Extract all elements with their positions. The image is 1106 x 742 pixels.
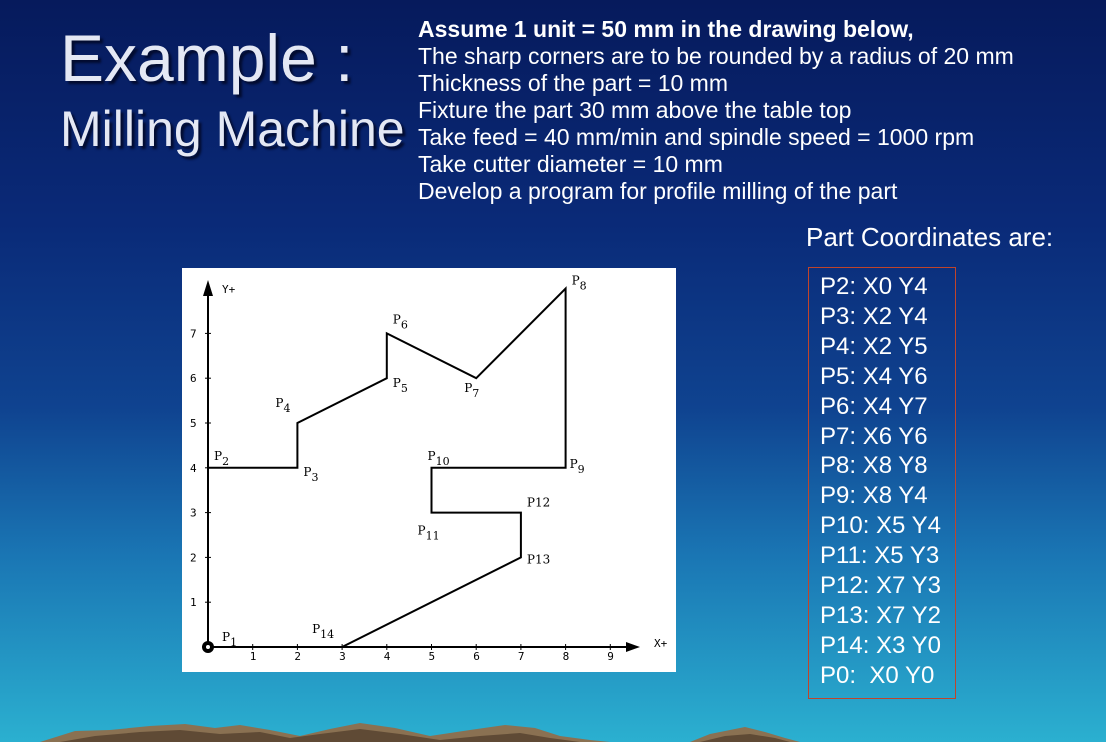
point-label: P9 <box>569 456 585 476</box>
part-drawing <box>182 268 676 672</box>
y-tick-label: 4 <box>190 461 197 475</box>
point-label: P3 <box>303 464 319 484</box>
point-label: P2 <box>214 448 230 468</box>
y-axis-label: Y+ <box>222 283 236 296</box>
description-line: Assume 1 unit = 50 mm in the drawing below, <box>418 16 914 42</box>
y-tick-label: 2 <box>190 551 197 565</box>
coordinate-item: P7: X6 Y6 <box>820 422 928 450</box>
point-labels <box>214 274 587 649</box>
point-label: P8 <box>571 273 587 293</box>
y-tick-label: 6 <box>190 372 197 386</box>
coordinate-item: P5: X4 Y6 <box>820 362 928 390</box>
y-tick-label: 5 <box>190 417 197 430</box>
coordinates-box <box>808 267 956 699</box>
point-label: P13 <box>526 552 551 567</box>
coordinate-item: P0: X0 Y0 <box>820 661 935 689</box>
point-label: P12 <box>526 495 551 510</box>
part-drawing-svg <box>182 268 676 672</box>
x-tick-label: 4 <box>383 650 391 663</box>
point-label: P10 <box>427 448 450 468</box>
coordinate-item: P12: X7 Y3 <box>820 572 941 600</box>
coordinate-item: P13: X7 Y2 <box>820 601 941 629</box>
x-axis-label: X+ <box>654 637 668 650</box>
point-label: P14 <box>312 622 335 641</box>
coordinates-heading: Part Coordinates are: <box>806 222 1054 252</box>
axes <box>190 280 668 663</box>
origin-marker-center <box>206 645 210 649</box>
point-label: P4 <box>275 396 291 415</box>
y-tick-label: 7 <box>190 327 197 341</box>
coordinate-item: P14: X3 Y0 <box>820 631 941 659</box>
x-tick-label: 2 <box>294 650 302 663</box>
point-label: P6 <box>392 312 408 332</box>
part-outline <box>208 289 566 647</box>
point-label: P7 <box>464 381 480 401</box>
x-tick-label: 5 <box>428 650 436 663</box>
description-line: Thickness of the part = 10 mm <box>418 70 728 96</box>
coordinate-item: P2: X0 Y4 <box>820 273 928 300</box>
description-line: Develop a program for profile milling of the part <box>418 178 898 204</box>
x-tick-label: 3 <box>339 650 346 663</box>
y-tick-label: 3 <box>190 506 197 520</box>
slide-title-line1: Example : <box>60 21 354 95</box>
point-label: P1 <box>222 630 238 649</box>
coordinate-item: P4: X2 Y5 <box>820 332 928 360</box>
y-tick-label: 1 <box>190 596 197 610</box>
description-line: Fixture the part 30 mm above the table top <box>418 97 852 123</box>
coordinate-item: P11: X5 Y3 <box>820 542 940 570</box>
coordinate-item: P8: X8 Y8 <box>820 452 928 480</box>
slide-title-line2: Milling Machine <box>60 101 405 157</box>
x-axis-arrow <box>626 642 640 652</box>
coordinate-item: P9: X8 Y4 <box>820 482 928 510</box>
description-line: Take feed = 40 mm/min and spindle speed = 1000 rpm <box>418 124 975 150</box>
x-tick-label: 1 <box>249 650 257 663</box>
description-line: The sharp corners are to be rounded by a radius of 20 mm <box>418 43 1014 69</box>
coordinate-item: P6: X4 Y7 <box>820 392 928 420</box>
point-label: P11 <box>417 523 440 543</box>
x-tick-label: 6 <box>473 650 480 663</box>
point-label: P5 <box>392 376 408 396</box>
x-tick-label: 7 <box>517 650 525 663</box>
y-axis-arrow <box>203 280 213 296</box>
description-line: Take cutter diameter = 10 mm <box>418 151 723 177</box>
mountains-decoration <box>0 716 1106 742</box>
problem-description <box>418 16 1014 205</box>
x-tick-label: 8 <box>562 650 570 663</box>
coordinate-item: P10: X5 Y4 <box>820 512 941 540</box>
coordinate-item: P3: X2 Y4 <box>820 302 928 330</box>
x-tick-label: 9 <box>607 650 614 663</box>
part-profile <box>208 289 566 647</box>
